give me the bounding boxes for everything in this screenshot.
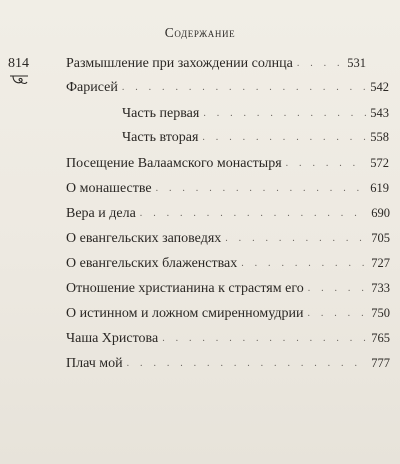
- dot-leader: [308, 283, 368, 294]
- toc-entry-title: Отношение христианина к страстям его: [66, 281, 304, 296]
- dot-leader: [307, 308, 367, 319]
- toc-entry: [66, 356, 390, 376]
- dot-leader: [156, 183, 367, 194]
- dot-leader: [122, 82, 366, 93]
- toc-entry-title: О монашестве: [66, 181, 152, 196]
- toc-entry-page: 619: [370, 181, 389, 195]
- toc-entry: [66, 231, 390, 251]
- toc-entry-title: О истинном и ложном смиренномудрии: [66, 306, 304, 321]
- toc-entry: [66, 206, 390, 226]
- toc-entry-title: О евангельских блаженствах: [66, 256, 238, 271]
- toc-entry-page: 558: [370, 130, 389, 144]
- running-head: Содержание: [164, 25, 236, 40]
- toc-entry-title: Вера и дела: [66, 206, 136, 221]
- page-number: 814: [8, 56, 29, 71]
- dot-leader: [225, 233, 367, 244]
- dot-leader: [162, 333, 367, 344]
- toc-entry-title: Чаша Христова: [66, 331, 159, 346]
- toc-entry-page: 733: [371, 281, 390, 295]
- toc-entry-page: 690: [371, 206, 390, 220]
- toc-entry-page: 572: [370, 156, 389, 170]
- toc-entry: [66, 281, 390, 301]
- toc-entry-page: 543: [370, 106, 389, 120]
- toc-entry-page: 777: [371, 356, 390, 370]
- dot-leader: [140, 208, 367, 219]
- toc-entry: [66, 156, 389, 176]
- toc-entry-title: О евангельских заповедях: [66, 231, 222, 246]
- dot-leader: [286, 158, 367, 169]
- toc-entry-page: 750: [371, 306, 390, 320]
- dot-leader: [202, 132, 366, 143]
- toc-entry: [66, 80, 389, 100]
- toc-entry-title: Часть вторая: [122, 130, 199, 145]
- dot-leader: [203, 108, 366, 119]
- dot-leader: [241, 258, 367, 269]
- toc-entry: [66, 331, 390, 351]
- toc-entry: [122, 130, 389, 150]
- toc-entry: [66, 181, 389, 201]
- toc-entry-title: Часть первая: [122, 106, 200, 121]
- toc-entry-title: Посещение Валаамского монастыря: [66, 156, 282, 171]
- toc-entry-title: Размышление при захождении солнца: [66, 56, 293, 71]
- toc-entry-title: Фарисей: [66, 80, 118, 95]
- toc-entry: [66, 306, 390, 326]
- toc-entry-page: 705: [371, 231, 390, 245]
- toc-entry-page: 727: [371, 256, 390, 270]
- toc-entry-page: 765: [371, 331, 390, 345]
- dot-leader: [297, 58, 343, 69]
- toc-entry-page: 542: [370, 80, 389, 94]
- toc-entry: [122, 106, 389, 126]
- toc-entry: [66, 56, 366, 76]
- toc-entry-page: 531: [347, 56, 366, 70]
- page-ornament-icon: [8, 73, 30, 87]
- toc-entry-title: Плач мой: [66, 356, 123, 371]
- dot-leader: [127, 358, 368, 369]
- toc-entry: [66, 256, 390, 276]
